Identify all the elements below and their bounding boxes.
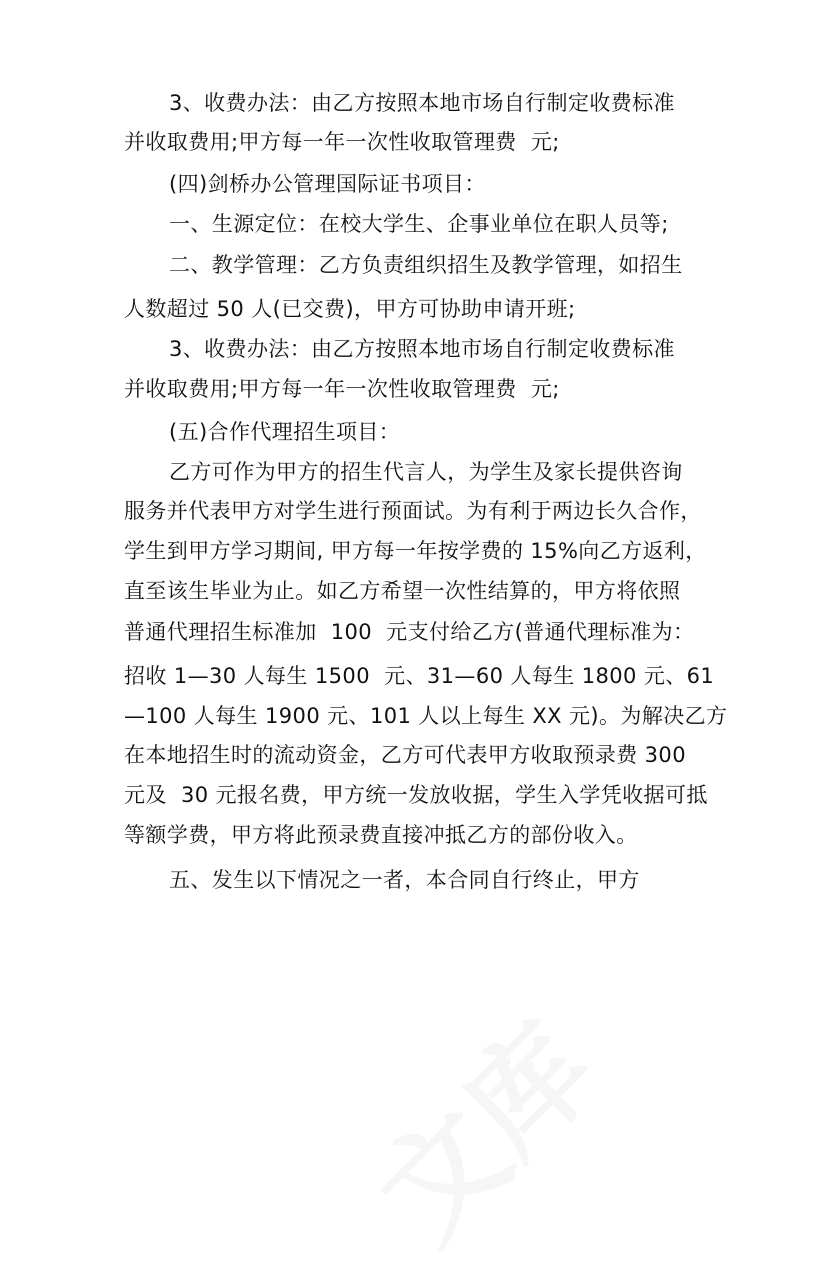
text-line: 一、生源定位：在校大学生、企事业单位在职人员等; (169, 212, 669, 236)
text-line: (五)合作代理招生项目： (169, 420, 401, 444)
text-line: 二、教学管理：乙方负责组织招生及教学管理，如招生 (169, 253, 683, 277)
text-line: 学生到甲方学习期间, 甲方每一年按学费的 15%向乙方返利， (124, 539, 707, 563)
text-line: 五、发生以下情况之一者，本合同自行终止，甲方 (169, 868, 640, 892)
text-line: 乙方可作为甲方的招生代言人，为学生及家长提供咨询 (169, 460, 683, 484)
watermark (334, 980, 625, 1271)
text-line: 3、收费办法：由乙方按照本地市场自行制定收费标准 (169, 91, 675, 115)
text-line: —100 人每生 1900 元、101 人以上每生 XX 元)。为解决乙方 (124, 704, 728, 728)
text-line: 招收 1—30 人每生 1500 元、31—60 人每生 1800 元、61 (124, 664, 715, 688)
text-line: (四)剑桥办公管理国际证书项目： (169, 172, 486, 196)
text-line: 并收取费用;甲方每一年一次性收取管理费 元; (124, 377, 560, 401)
text-line: 等额学费，甲方将此预录费直接冲抵乙方的部份收入。 (124, 823, 638, 847)
text-line: 并收取费用;甲方每一年一次性收取管理费 元; (124, 130, 560, 154)
text-line: 在本地招生时的流动资金，乙方可代表甲方收取预录费 300 (124, 743, 686, 767)
text-line: 直至该生毕业为止。如乙方希望一次性结算的，甲方将依照 (124, 579, 681, 603)
text-line: 人数超过 50 人(已交费)，甲方可协助申请开班; (124, 297, 576, 321)
text-line: 元及 30 元报名费，甲方统一发放收据，学生入学凭收据可抵 (124, 783, 708, 807)
text-line: 3、收费办法：由乙方按照本地市场自行制定收费标准 (169, 337, 675, 361)
text-line: 服务并代表甲方对学生进行预面试。为有利于两边长久合作， (124, 499, 702, 523)
text-line: 普通代理招生标准加 100 元支付给乙方(普通代理标准为： (124, 620, 695, 644)
